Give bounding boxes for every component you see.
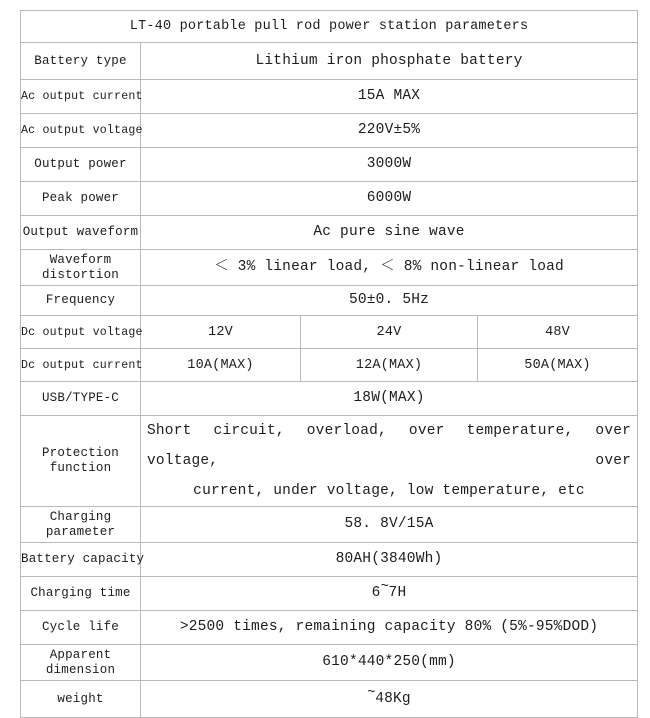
- row-label-usb-type-c: USB/TYPE-C: [21, 382, 141, 416]
- table-row: [21, 416, 638, 507]
- row-label-line1: Charging: [49, 509, 112, 524]
- row-label-battery-type: Battery type: [21, 43, 141, 80]
- row-value-frequency: 50±0. 5Hz: [141, 286, 638, 316]
- row-label-line1: Waveform: [49, 252, 112, 267]
- charging-time-suffix: 7H: [388, 585, 407, 601]
- row-label-output-waveform: Output waveform: [21, 216, 141, 250]
- table-row: [21, 80, 638, 114]
- row-label-ac-output-voltage: Ac output voltage: [21, 114, 141, 148]
- specification-table: [20, 10, 638, 718]
- weight-suffix: 48Kg: [375, 690, 411, 707]
- row-label-protection-function: [21, 416, 141, 507]
- row-value-dc-output-current-48v: 50A(MAX): [478, 349, 638, 382]
- row-value-peak-power: 6000W: [141, 182, 638, 216]
- row-label-dc-output-current: Dc output current: [21, 349, 141, 382]
- row-value-waveform-distortion: ＜ 3% linear load, ＜ 8% non-linear load: [141, 250, 638, 286]
- row-value-apparent-dimension: 610*440*250(mm): [141, 645, 638, 681]
- row-value-charging-parameter: 58. 8V/15A: [141, 507, 638, 543]
- table-row: [21, 114, 638, 148]
- row-label-waveform-distortion: [21, 250, 141, 286]
- row-label-battery-capacity: Battery capacity: [21, 543, 141, 577]
- table-row: [21, 250, 638, 286]
- table-row: [21, 349, 638, 382]
- row-value-charging-time: [141, 577, 638, 611]
- row-label-frequency: Frequency: [21, 286, 141, 316]
- table-row: [21, 286, 638, 316]
- row-value-output-power: 3000W: [141, 148, 638, 182]
- row-label-ac-output-current: Ac output current: [21, 80, 141, 114]
- row-label-dc-output-voltage: Dc output voltage: [21, 316, 141, 349]
- row-label-output-power: Output power: [21, 148, 141, 182]
- row-label-line2: distortion: [41, 267, 119, 282]
- weight-tilde: ~: [367, 685, 376, 701]
- row-value-line1: Short circuit, overload, over temperature, over voltage, over: [147, 423, 632, 469]
- row-value-battery-type: Lithium iron phosphate battery: [141, 43, 638, 80]
- table-row: [21, 43, 638, 80]
- table-row: [21, 182, 638, 216]
- table-row-title: [21, 11, 638, 43]
- row-label-cycle-life: Cycle life: [21, 611, 141, 645]
- row-label-line1: Protection: [41, 446, 119, 460]
- row-label-line2: dimension: [45, 662, 116, 677]
- row-label-line1: Apparent: [49, 647, 112, 662]
- row-value-ac-output-current: 15A MAX: [141, 80, 638, 114]
- table-row: [21, 577, 638, 611]
- row-value-dc-output-current-24v: 12A(MAX): [301, 349, 478, 382]
- table-row: [21, 543, 638, 577]
- row-value-usb-type-c: 18W(MAX): [141, 382, 638, 416]
- table-row: [21, 645, 638, 681]
- row-value-ac-output-voltage: 220V±5%: [141, 114, 638, 148]
- row-value-protection-function: [141, 416, 638, 507]
- table-row: [21, 316, 638, 349]
- row-value-dc-output-voltage-24v: 24V: [301, 316, 478, 349]
- row-label-charging-parameter: [21, 507, 141, 543]
- charging-time-prefix: 6: [371, 585, 381, 601]
- row-label-apparent-dimension: [21, 645, 141, 681]
- row-label-charging-time: Charging time: [21, 577, 141, 611]
- row-label-line2: function: [49, 461, 112, 475]
- table-row: [21, 216, 638, 250]
- row-value-dc-output-current-12v: 10A(MAX): [141, 349, 301, 382]
- row-label-weight: weight: [21, 681, 141, 718]
- row-value-output-waveform: Ac pure sine wave: [141, 216, 638, 250]
- row-value-cycle-life: >2500 times, remaining capacity 80% (5%-95%DOD): [141, 611, 638, 645]
- table-row: [21, 382, 638, 416]
- table-row: [21, 148, 638, 182]
- row-value-weight: [141, 681, 638, 718]
- row-value-dc-output-voltage-12v: 12V: [141, 316, 301, 349]
- row-value-dc-output-voltage-48v: 48V: [478, 316, 638, 349]
- table-row: [21, 681, 638, 718]
- row-label-line2: parameter: [45, 524, 116, 539]
- table-title: LT-40 portable pull rod power station parameters: [21, 11, 638, 43]
- charging-time-tilde: ~: [380, 580, 390, 596]
- row-value-battery-capacity: 80AH(3840Wh): [141, 543, 638, 577]
- table-row: [21, 507, 638, 543]
- row-value-line2: current, under voltage, low temperature, etc: [193, 483, 585, 499]
- row-label-peak-power: Peak power: [21, 182, 141, 216]
- table-row: [21, 611, 638, 645]
